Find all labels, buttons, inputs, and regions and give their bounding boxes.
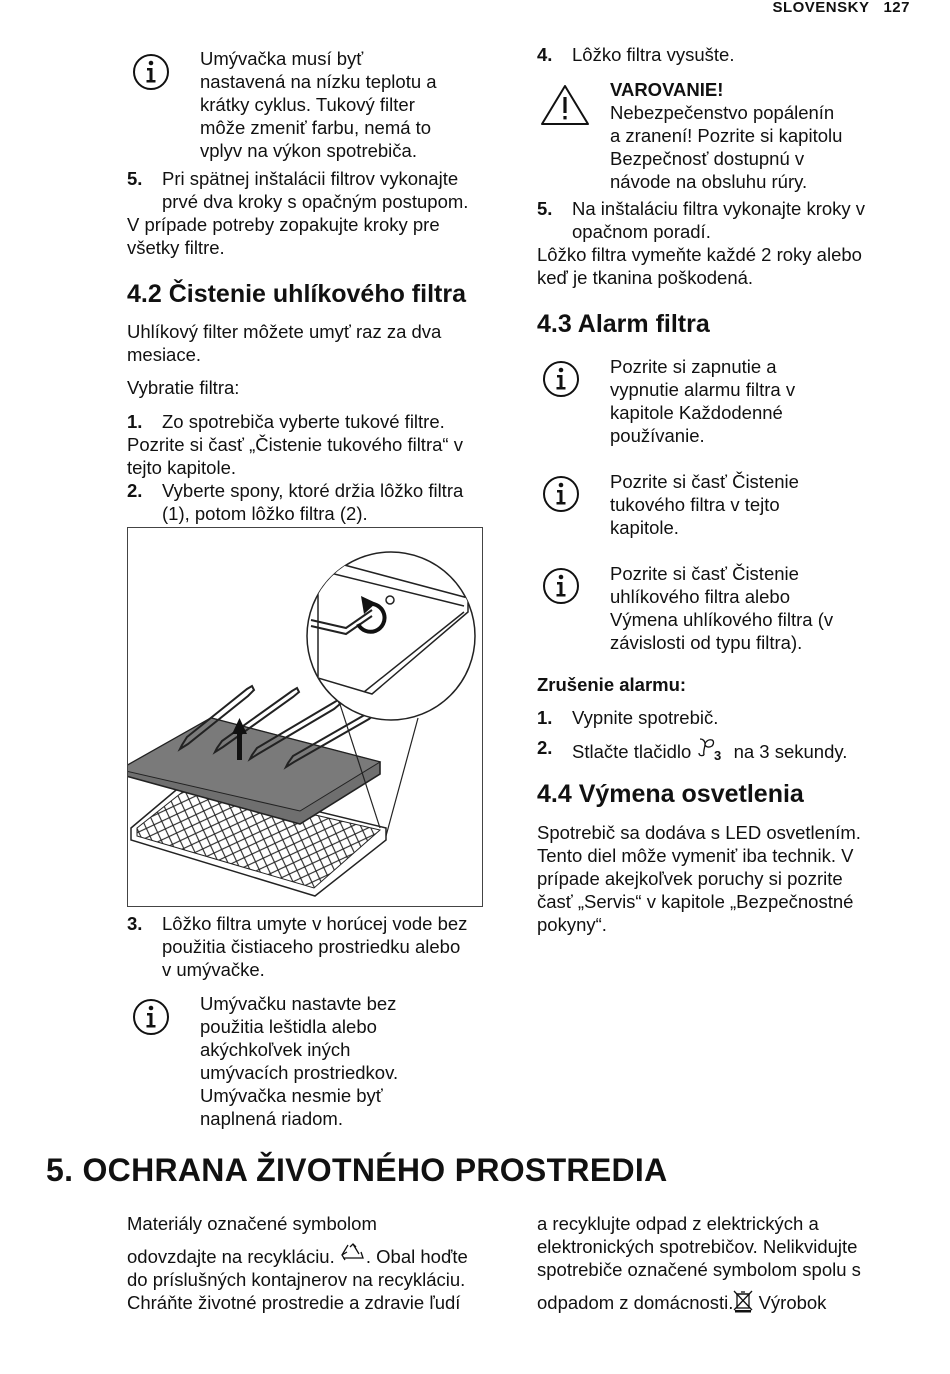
text-line: vplyv na výkon spotrebiča. xyxy=(200,140,417,161)
section-heading-4-3: 4.3 Alarm filtra xyxy=(537,310,710,338)
chapter-heading-5: 5. OCHRANA ŽIVOTNÉHO PROSTREDIA xyxy=(46,1152,668,1188)
text-line: Umývačka musí byť xyxy=(200,48,364,69)
info-alarm-toggle xyxy=(610,355,795,447)
info-carbon-filter-ref xyxy=(610,562,833,654)
text-fragment: . Obal hoďte xyxy=(365,1246,468,1267)
text-line: Lôžko filtra vysušte. xyxy=(572,44,735,65)
text-line-with-symbol xyxy=(127,1243,517,1268)
lighting-paragraph xyxy=(537,821,861,936)
text-line: použitia čistiaceho prostriedku alebo xyxy=(162,936,461,957)
text-line: kapitole. xyxy=(610,517,679,538)
section-heading-4-4: 4.4 Výmena osvetlenia xyxy=(537,780,804,808)
text-line: Spotrebič sa dodáva s LED osvetlením. xyxy=(537,822,861,843)
step-number: 3. xyxy=(127,913,143,934)
text-line: použitia leštidla alebo xyxy=(200,1016,377,1037)
cancel-step-2 xyxy=(537,736,927,763)
text-line: Nebezpečenstvo popálenín xyxy=(610,102,835,123)
header-language: SLOVENSKY xyxy=(772,0,870,16)
step-4-dry-bed xyxy=(537,43,917,66)
text-line: Lôžko filtra vymeňte každé 2 roky alebo xyxy=(537,244,862,265)
text-line: umývacích prostriedkov. xyxy=(200,1062,399,1083)
text-line: elektronických spotrebičov. Nelikvidujte xyxy=(537,1236,858,1257)
text-line: krátky cyklus. Tukový filter xyxy=(200,94,415,115)
text-line: Lôžko filtra umyte v horúcej vode bez xyxy=(162,913,468,934)
step-number: 2. xyxy=(127,480,143,501)
text-line: (1), potom lôžko filtra (2). xyxy=(162,503,368,524)
repeat-paragraph xyxy=(127,213,440,259)
text-line: tejto kapitole. xyxy=(127,457,237,478)
cancel-step-1 xyxy=(537,706,927,729)
text-line: v umývačke. xyxy=(162,959,265,980)
step-number: 5. xyxy=(127,168,143,189)
cancel-alarm-heading: Zrušenie alarmu: xyxy=(537,674,687,695)
text-line: do príslušných kontajnerov na recykláciu. xyxy=(127,1269,466,1290)
text-line: pokyny“. xyxy=(537,914,607,935)
text-line: opačnom poradí. xyxy=(572,221,711,242)
text-line: Umývačka nesmie byť xyxy=(200,1085,383,1106)
environment-left-paragraph xyxy=(127,1212,517,1314)
section-heading-4-2: 4.2 Čistenie uhlíkového filtra xyxy=(127,280,466,308)
text-fragment: Výrobok xyxy=(758,1292,827,1313)
step-5-install-filter xyxy=(537,197,927,243)
step-1-remove-grease-filters xyxy=(127,410,507,479)
text-line: používanie. xyxy=(610,425,705,446)
text-line: Pozrite si časť Čistenie xyxy=(610,471,799,492)
text-line: Vypnite spotrebič. xyxy=(572,707,719,728)
text-line: Pozrite si zapnutie a xyxy=(610,356,777,377)
step-number: 1. xyxy=(127,411,143,432)
remove-filter-label: Vybratie filtra: xyxy=(127,377,240,398)
text-line: všetky filtre. xyxy=(127,237,225,258)
text-line: prvé dva kroky s opačným postupom. xyxy=(162,191,469,212)
info-icon xyxy=(131,997,171,1037)
text-line: Na inštaláciu filtra vykonajte kroky v xyxy=(572,198,866,219)
text-line: a recyklujte odpad z elektrických a xyxy=(537,1213,819,1234)
text-fragment: odovzdajte na recykláciu. xyxy=(127,1246,335,1267)
replace-bed-paragraph xyxy=(537,243,862,289)
warning-title: VAROVANIE! xyxy=(610,79,724,100)
text-line: závislosti od typu filtra). xyxy=(610,632,803,653)
carbon-filter-intro xyxy=(127,320,441,366)
info-icon xyxy=(541,566,581,606)
text-line: časť „Servis“ v kapitole „Bezpečnostné xyxy=(537,891,854,912)
text-line: Uhlíkový filter môžete umyť raz za dva xyxy=(127,321,442,342)
svg-text:3: 3 xyxy=(714,748,722,762)
step-number: 4. xyxy=(537,44,553,65)
text-line: a zranení! Pozrite si kapitolu xyxy=(610,125,843,146)
text-line: prípade akejkoľvek poruchy si pozrite xyxy=(537,868,843,889)
fan-speed-3-icon xyxy=(696,736,728,762)
step-number: 5. xyxy=(537,198,553,219)
warning-triangle-icon xyxy=(540,84,590,126)
step-5-reinstall xyxy=(127,167,507,213)
text-line: mesiace. xyxy=(127,344,202,365)
crossed-bin-icon xyxy=(733,1289,753,1313)
text-line: Umývačku nastavte bez xyxy=(200,993,397,1014)
text-line: Pozrite si časť „Čistenie tukového filtra“ v xyxy=(127,434,463,455)
page-header xyxy=(772,0,910,19)
text-line: akýchkoľvek iných xyxy=(200,1039,351,1060)
text-line: nastavená na nízku teplotu a xyxy=(200,71,437,92)
text-fragment: Stlačte tlačidlo xyxy=(572,741,692,762)
step-number: 2. xyxy=(537,737,553,758)
environment-right-paragraph xyxy=(537,1212,927,1314)
text-fragment: na 3 sekundy. xyxy=(733,741,848,762)
text-line: návode na obsluhu rúry. xyxy=(610,171,808,192)
text-line: Chráňte životné prostredie a zdravie ľudí xyxy=(127,1292,461,1313)
page-number: 127 xyxy=(883,0,910,16)
text-line: Materiály označené symbolom xyxy=(127,1213,377,1234)
text-line: Pri spätnej inštalácii filtrov vykonajte xyxy=(162,168,459,189)
text-line: keď je tkanina poškodená. xyxy=(537,267,754,288)
note-no-detergent xyxy=(200,992,398,1130)
recycle-icon xyxy=(340,1243,366,1267)
filter-removal-illustration xyxy=(127,527,483,907)
text-line: V prípade potreby zopakujte kroky pre xyxy=(127,214,440,235)
text-line: Pozrite si časť Čistenie xyxy=(610,563,799,584)
text-line: Zo spotrebiča vyberte tukové filtre. xyxy=(162,411,445,432)
text-line-with-symbol xyxy=(537,1289,927,1314)
text-line: tukového filtra v tejto xyxy=(610,494,780,515)
text-fragment: odpadom z domácnosti. xyxy=(537,1292,734,1313)
info-icon xyxy=(541,474,581,514)
step-3-wash-bed xyxy=(127,912,507,981)
step-2-remove-clips xyxy=(127,479,507,525)
text-line: Vyberte spony, ktoré držia lôžko filtra xyxy=(162,480,464,501)
text-line: naplnená riadom. xyxy=(200,1108,343,1129)
text-line: môže zmeniť farbu, nemá to xyxy=(200,117,432,138)
text-line: Bezpečnosť dostupnú v xyxy=(610,148,805,169)
note-dishwasher-settings xyxy=(200,47,437,162)
text-line: Tento diel môže vymeniť iba technik. V xyxy=(537,845,854,866)
info-icon xyxy=(131,52,171,92)
text-line: uhlíkového filtra alebo xyxy=(610,586,790,607)
warning-burns xyxy=(610,78,842,193)
text-line: kapitole Každodenné xyxy=(610,402,783,423)
text-line: vypnutie alarmu filtra v xyxy=(610,379,796,400)
info-icon xyxy=(541,359,581,399)
info-grease-filter-ref xyxy=(610,470,799,539)
step-number: 1. xyxy=(537,707,553,728)
text-line: spotrebiče označené symbolom spolu s xyxy=(537,1259,861,1280)
text-line: Výmena uhlíkového filtra (v xyxy=(610,609,834,630)
